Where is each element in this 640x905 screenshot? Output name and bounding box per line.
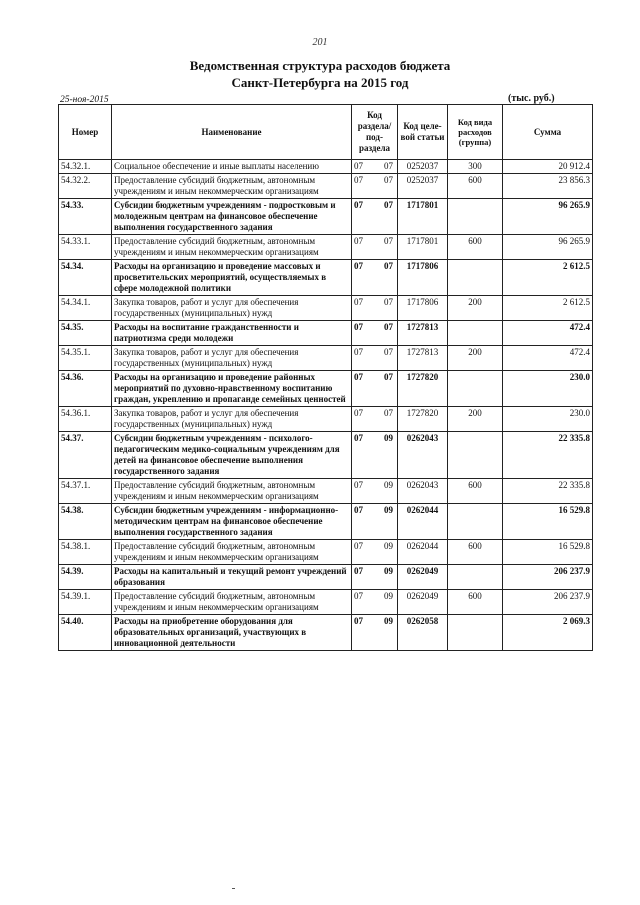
row-section: 07 [354,616,363,626]
page-number: 201 [312,37,328,48]
row-subsection: 07 [384,347,393,357]
row-section-cell [352,479,398,504]
header-article: Код целе-вой статьи [398,105,448,160]
table-row [59,371,593,407]
row-subsection: 09 [384,566,393,576]
row-number: 54.34. [59,260,112,296]
row-name: Субсидии бюджетным учреждениям - подростковым и молодежным центрам на финансовое обеспечение выполнения государственного задания [112,199,352,235]
row-article: 1717806 [398,260,448,296]
row-sum: 96 265.9 [503,199,593,235]
document-date: 25-ноя-2015 [60,95,109,105]
row-expense-kind [448,432,503,479]
row-sum: 16 529.8 [503,540,593,565]
row-name: Предоставление субсидий бюджетным, автономным учреждениям и иным некоммерческим организациям [112,540,352,565]
row-number: 54.33.1. [59,235,112,260]
table-row [59,346,593,371]
row-name: Предоставление субсидий бюджетным, автономным учреждениям и иным некоммерческим организациям [112,590,352,615]
row-subsection: 07 [384,161,393,171]
row-number: 54.35. [59,321,112,346]
row-section: 07 [354,408,363,418]
row-subsection: 09 [384,616,393,626]
row-sum: 22 335.8 [503,479,593,504]
row-name: Предоставление субсидий бюджетным, автономным учреждениям и иным некоммерческим организациям [112,235,352,260]
row-section-cell [352,615,398,651]
row-sum: 206 237.9 [503,565,593,590]
row-name: Расходы на воспитание гражданственности и патриотизма среди молодежи [112,321,352,346]
table-header-row [59,105,593,160]
row-sum: 2 069.3 [503,615,593,651]
row-expense-kind: 600 [448,540,503,565]
row-expense-kind [448,371,503,407]
row-article: 0262044 [398,504,448,540]
row-expense-kind: 200 [448,407,503,432]
title-line-1: Ведомственная структура расходов бюджета [189,58,451,73]
row-sum: 230.0 [503,371,593,407]
row-name: Социальное обеспечение и иные выплаты населению [112,160,352,174]
row-article: 1727820 [398,371,448,407]
row-subsection: 07 [384,200,393,210]
row-subsection: 07 [384,297,393,307]
row-article: 0262049 [398,565,448,590]
table-body [59,160,593,651]
row-number: 54.32.2. [59,174,112,199]
row-expense-kind: 600 [448,174,503,199]
row-number: 54.34.1. [59,296,112,321]
row-name: Расходы на капитальный и текущий ремонт учреждений образования [112,565,352,590]
table-row [59,296,593,321]
row-section: 07 [354,175,363,185]
row-expense-kind [448,504,503,540]
row-sum: 2 612.5 [503,260,593,296]
row-section: 07 [354,372,363,382]
row-number: 54.39.1. [59,590,112,615]
row-expense-kind [448,321,503,346]
table-row [59,260,593,296]
header-sum: Сумма [503,105,593,160]
row-article: 0262043 [398,432,448,479]
row-section-cell [352,160,398,174]
row-section: 07 [354,480,363,490]
row-name: Закупка товаров, работ и услуг для обеспечения государственных (муниципальных) нужд [112,407,352,432]
row-article: 0262043 [398,479,448,504]
table-row [59,504,593,540]
row-section: 07 [354,505,363,515]
row-expense-kind: 200 [448,346,503,371]
row-article: 1727813 [398,321,448,346]
row-subsection: 09 [384,541,393,551]
row-subsection: 09 [384,480,393,490]
row-article: 1727820 [398,407,448,432]
row-subsection: 07 [384,236,393,246]
row-name: Закупка товаров, работ и услуг для обеспечения государственных (муниципальных) нужд [112,296,352,321]
row-sum: 472.4 [503,346,593,371]
header-name: Наименование [112,105,352,160]
row-name: Расходы на организацию и проведение массовых и просветительских мероприятий, осуществляемых в сфере молодежной политики [112,260,352,296]
row-article: 1717801 [398,199,448,235]
row-sum: 23 856.3 [503,174,593,199]
row-expense-kind: 300 [448,160,503,174]
footer-mark [232,888,235,889]
row-section: 07 [354,566,363,576]
row-section: 07 [354,541,363,551]
row-sum: 96 265.9 [503,235,593,260]
row-article: 0262058 [398,615,448,651]
row-section-cell [352,321,398,346]
row-article: 0262044 [398,540,448,565]
row-expense-kind [448,199,503,235]
table-row [59,540,593,565]
row-section-cell [352,235,398,260]
row-section: 07 [354,347,363,357]
title-line-2: Санкт-Петербурга на 2015 год [231,75,409,90]
row-sum: 230.0 [503,407,593,432]
row-number: 54.40. [59,615,112,651]
row-section-cell [352,260,398,296]
row-number: 54.36. [59,371,112,407]
row-section: 07 [354,261,363,271]
row-section-cell [352,346,398,371]
row-name: Расходы на приобретение оборудования для образовательных организаций, участвующих в инновационной деятельности [112,615,352,651]
row-sum: 206 237.9 [503,590,593,615]
row-subsection: 07 [384,408,393,418]
row-number: 54.37.1. [59,479,112,504]
table-row [59,235,593,260]
row-expense-kind: 600 [448,479,503,504]
row-subsection: 09 [384,433,393,443]
table-row [59,565,593,590]
row-section-cell [352,296,398,321]
row-number: 54.38.1. [59,540,112,565]
row-section-cell [352,565,398,590]
row-subsection: 07 [384,175,393,185]
row-subsection: 09 [384,505,393,515]
table-row [59,590,593,615]
row-expense-kind [448,565,503,590]
row-section: 07 [354,433,363,443]
row-section: 07 [354,297,363,307]
row-name: Предоставление субсидий бюджетным, автономным учреждениям и иным некоммерческим организациям [112,174,352,199]
document-title [0,57,640,91]
table-row [59,479,593,504]
row-number: 54.39. [59,565,112,590]
row-section-cell [352,407,398,432]
row-number: 54.33. [59,199,112,235]
row-section: 07 [354,236,363,246]
row-subsection: 07 [384,322,393,332]
table-row [59,321,593,346]
row-article: 0252037 [398,160,448,174]
table-row [59,432,593,479]
row-expense-kind [448,260,503,296]
row-sum: 22 335.8 [503,432,593,479]
row-section: 07 [354,322,363,332]
row-sum: 472.4 [503,321,593,346]
row-section-cell [352,199,398,235]
row-number: 54.37. [59,432,112,479]
row-number: 54.38. [59,504,112,540]
table-row [59,160,593,174]
row-name: Закупка товаров, работ и услуг для обеспечения государственных (муниципальных) нужд [112,346,352,371]
row-section-cell [352,174,398,199]
row-expense-kind: 600 [448,235,503,260]
row-section: 07 [354,200,363,210]
row-expense-kind: 600 [448,590,503,615]
table-row [59,174,593,199]
row-name: Субсидии бюджетным учреждениям - психолого-педагогическим медико-социальным учреждениям для детей на финансовое обеспечение выполнения государственного задания [112,432,352,479]
row-number: 54.32.1. [59,160,112,174]
row-sum: 2 612.5 [503,296,593,321]
header-section: Код раздела/ под-раздела [352,105,398,160]
row-section-cell [352,504,398,540]
row-section: 07 [354,161,363,171]
row-expense-kind [448,615,503,651]
row-name: Предоставление субсидий бюджетным, автономным учреждениям и иным некоммерческим организациям [112,479,352,504]
row-section-cell [352,590,398,615]
row-number: 54.36.1. [59,407,112,432]
row-article: 1717806 [398,296,448,321]
row-subsection: 07 [384,372,393,382]
row-name: Субсидии бюджетным учреждениям - информационно-методическим центрам на финансовое обеспечение выполнения государственного задания [112,504,352,540]
row-sum: 20 912.4 [503,160,593,174]
row-article: 0252037 [398,174,448,199]
row-section-cell [352,432,398,479]
row-section-cell [352,540,398,565]
table-row [59,199,593,235]
row-expense-kind: 200 [448,296,503,321]
row-subsection: 09 [384,591,393,601]
row-sum: 16 529.8 [503,504,593,540]
units-label: (тыс. руб.) [508,93,555,104]
header-number: Номер [59,105,112,160]
row-section-cell [352,371,398,407]
budget-table [58,104,593,651]
header-expense-kind: Код вида расходов (группа) [448,105,503,160]
row-subsection: 07 [384,261,393,271]
row-number: 54.35.1. [59,346,112,371]
row-article: 0262049 [398,590,448,615]
table-row [59,615,593,651]
table-row [59,407,593,432]
row-article: 1727813 [398,346,448,371]
row-section: 07 [354,591,363,601]
row-article: 1717801 [398,235,448,260]
row-name: Расходы на организацию и проведение районных мероприятий по духовно-нравственному воспитанию граждан, укреплению и пропаганде семейных ценностей [112,371,352,407]
